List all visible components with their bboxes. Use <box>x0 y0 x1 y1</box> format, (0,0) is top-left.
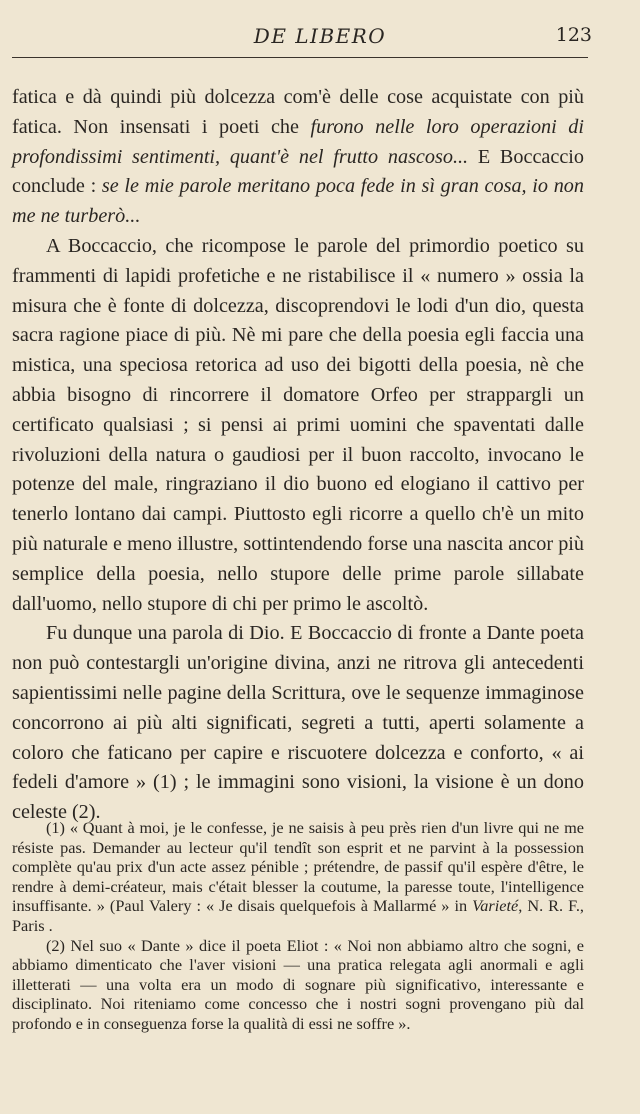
paragraph-2: A Boccaccio, che ricompose le parole del primordio poetico su frammenti di lapidi profetiche e ne ristabilisce il « numero » ossia la misura che è fonte di dolcezza, discoprendovi le lodi d'un dio, questa sacra ragione piace di più. Nè mi pare che della poesia egli faccia una mistica, una speciosa retorica ad uso dei bigotti della poesia, nè che abbia bisogno di rincorrere il domatore Orfeo per strappargli un certificato qualsiasi ; si pensi ai primi uomini che spaventati dalle rivoluzioni della natura o gaudiosi per il buon raccolto, invocano le potenze del male, ringraziano il dio buono ed elogiano il cattivo per tenerlo lontano dai campi. Piuttosto egli ricorre a quello ch'è un mito più naturale e meno illustre, sottintendendo forse una nascita ancor più semplice della poesia, nello stupore delle prime parole sillabate dall'uomo, nello stupore di chi per primo le ascoltò. <box>12 234 584 615</box>
paragraph-1-quote-1: furono nelle loro operazioni di profondissimi sentimenti, quant'è nel frutto nascoso... <box>12 115 584 168</box>
page-number: 123 <box>555 24 592 46</box>
page-header <box>48 22 592 52</box>
paragraph-1 <box>12 83 584 232</box>
footnote-1-text-b: , N. R. F., Paris . <box>12 896 584 935</box>
footnote-1-text-a: (1) « Quant à moi, je le confesse, je ne saisis à peu près rien d'un livre qui ne me résiste pas. Demander au lecteur qu'il tendît son esprit et ne parvint à la possession complète qu'au prix d'un acte assez pénible ; prétendre, de passif qu'il espère d'être, le rendre à demi-créateur, mais c'était blesser la coutume, la paresse toute, l'intelligence insuffisante. » (Paul Valery : « Je disais quelquefois à Mallarmé » in <box>12 818 584 916</box>
footnote-2: (2) Nel suo « Dante » dice il poeta Eliot : « Noi non abbiamo altro che sogni, e abbiamo dimenticato che l'aver visioni — una pratica relegata agli anormali e agli illetterati — una volta era un modo di sognare più significativo, interessante e disciplinato. Noi riteniamo come concesso che i nostri sogni provengano più dal profondo e in conseguenza forse la qualità di essi ne soffre ». <box>12 935 584 1033</box>
footnote-1 <box>12 818 584 936</box>
header-rule <box>12 57 588 58</box>
paragraph-3: Fu dunque una parola di Dio. E Boccaccio di fronte a Dante poeta non può contestargli un'origine divina, anzi ne ritrova gli antecedenti sapientissimi nelle pagine della Scrittura, ove le sequenze immaginose concorrono ai più alti significati, segreti a tutti, aperti solamente a coloro che faticano per capire e riscuotere dolcezza e conforto, « ai fedeli d'amore » (1) ; le immagini sono visioni, la visione è un dono celeste (2). <box>12 622 584 824</box>
paragraph-1-text-b: E Boccaccio conclude : <box>12 145 584 198</box>
paragraph-1-text-a: fatica e dà quindi più dolcezza com'è delle cose acquistate con più fatica. Non insensati i poeti che <box>12 86 584 138</box>
main-text <box>12 83 584 828</box>
footnotes <box>12 818 584 1034</box>
running-title: DE LIBERO <box>253 24 387 48</box>
footnote-1-title: Varieté <box>472 896 519 916</box>
paragraph-1-quote-2: se le mie parole meritano poca fede in sì gran cosa, io non me ne turberò... <box>12 175 584 228</box>
